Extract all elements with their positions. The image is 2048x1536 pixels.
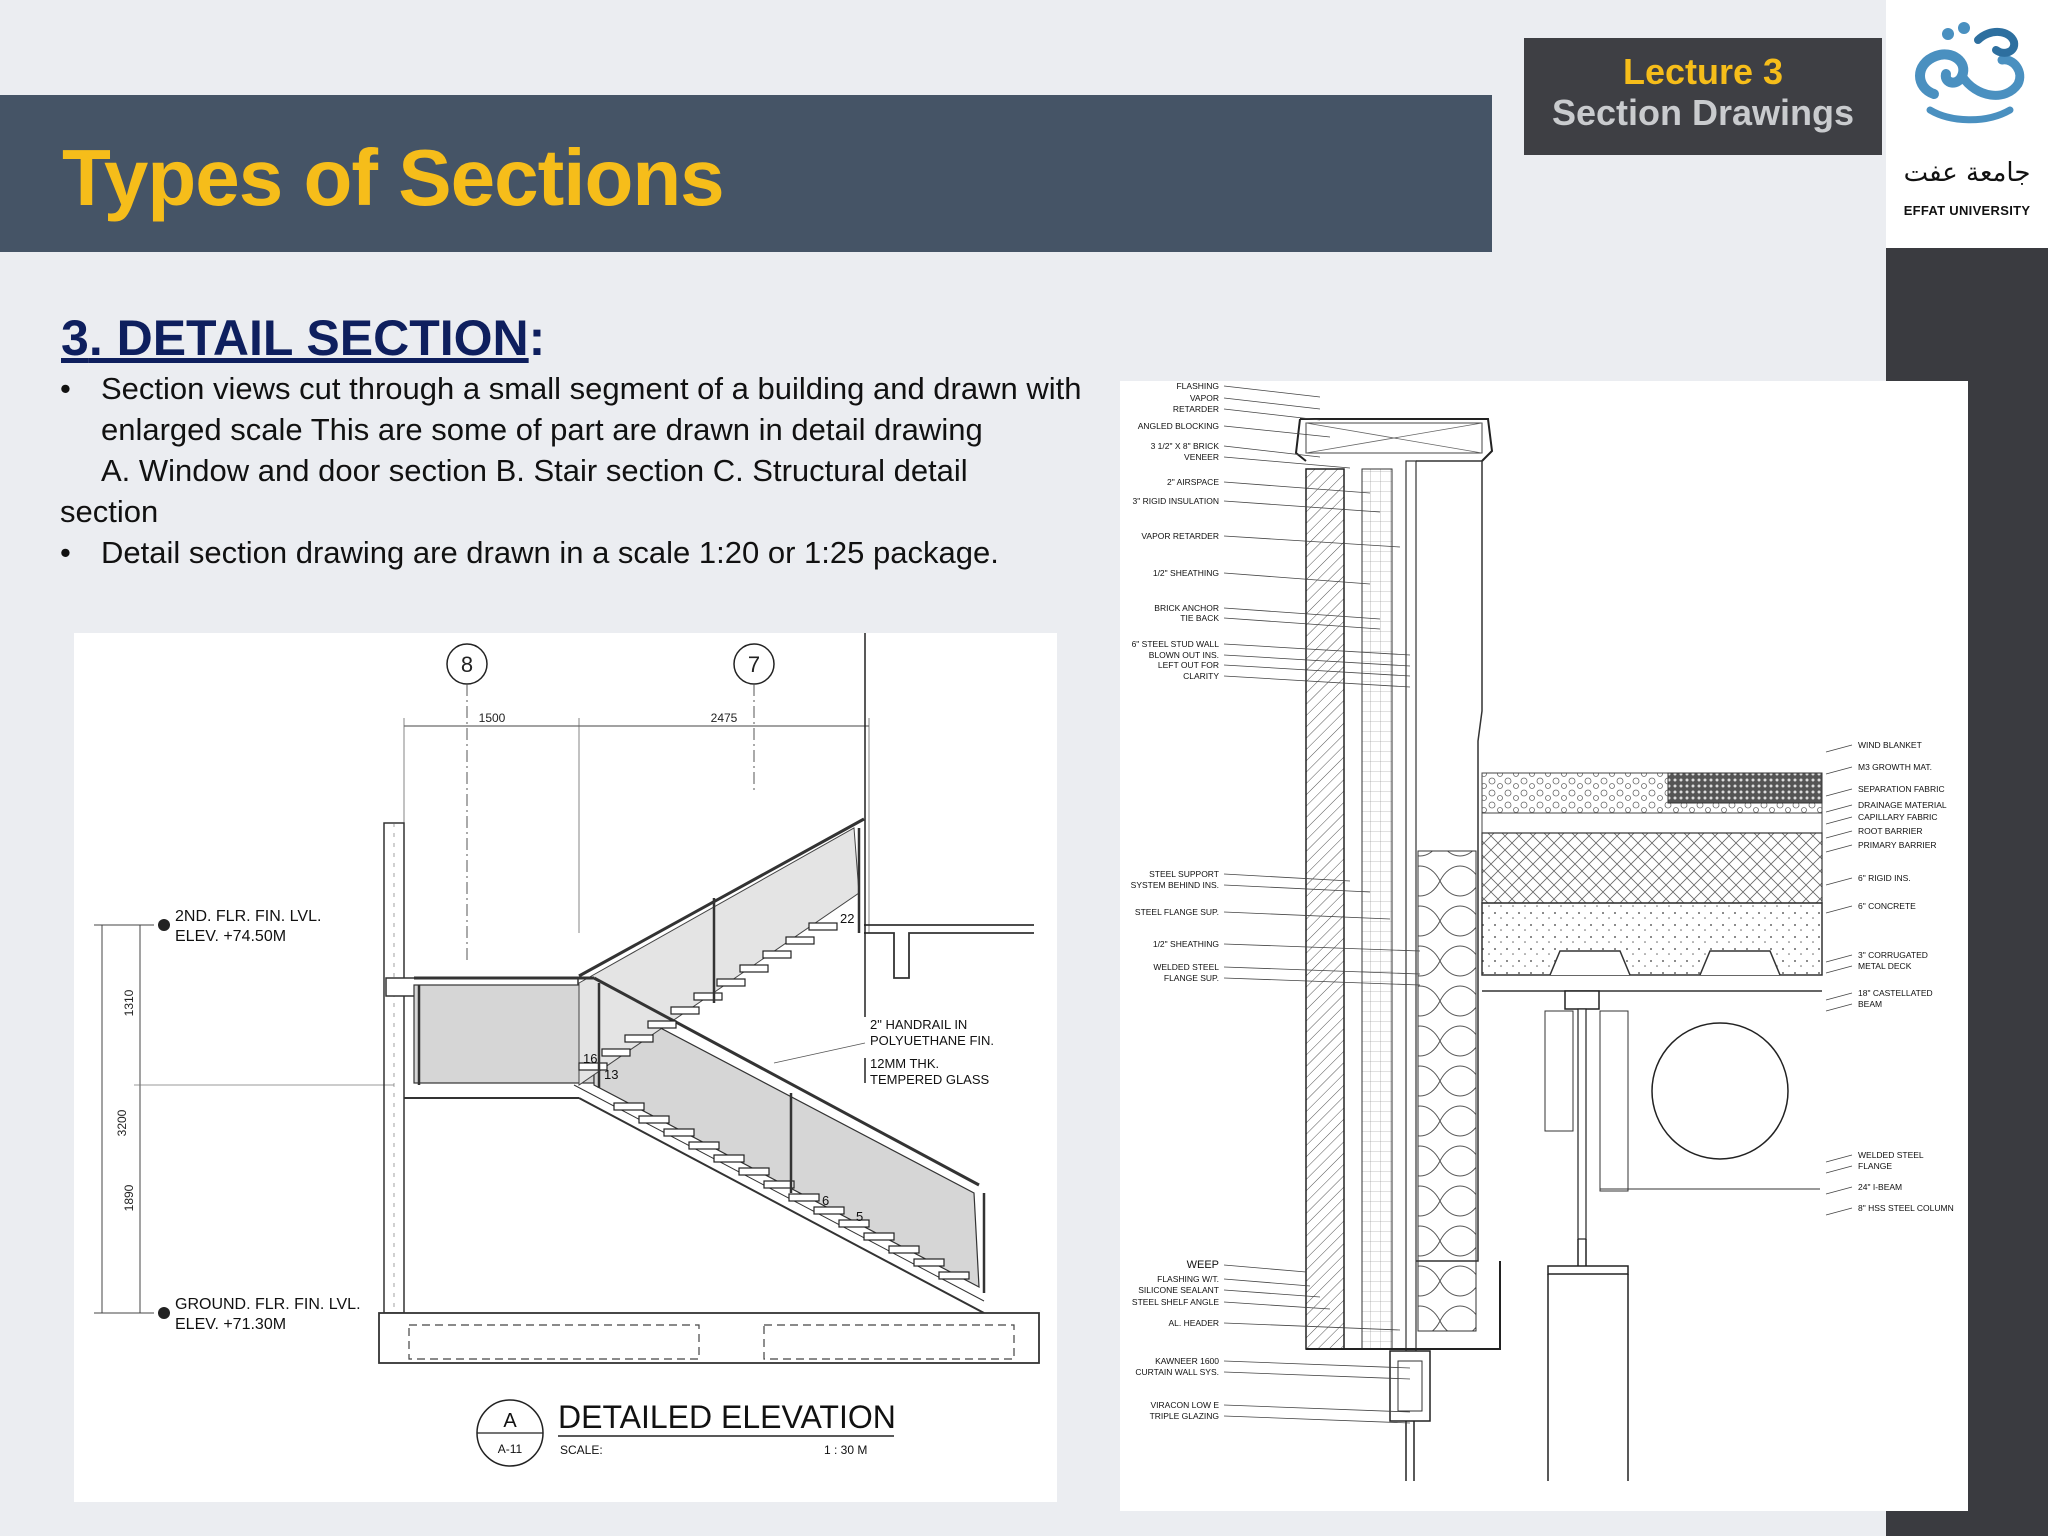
section-heading-number: 3 bbox=[61, 310, 89, 366]
step-number-13: 13 bbox=[604, 1067, 619, 1082]
left-callout-label: 6" STEEL STUD WALL bbox=[1131, 639, 1219, 649]
callout-leader bbox=[1826, 845, 1852, 852]
wall-section-figure bbox=[1120, 381, 1968, 1511]
right-callout-label: SEPARATION FABRIC bbox=[1858, 784, 1945, 794]
dim-2475: 2475 bbox=[710, 711, 738, 725]
left-callout-label: VIRACON LOW E bbox=[1150, 1400, 1219, 1410]
callout-leader bbox=[1224, 386, 1320, 397]
drawing-scale-label: SCALE: bbox=[560, 1443, 603, 1457]
callout-leader bbox=[1826, 1208, 1852, 1215]
left-callout-label: BRICK ANCHOR bbox=[1154, 603, 1219, 613]
right-callouts bbox=[1826, 740, 1954, 1215]
note-handrail-2: POLYUETHANE FIN. bbox=[870, 1033, 995, 1048]
dim-1500: 1500 bbox=[478, 711, 506, 725]
drawing-tag-sheet: A-11 bbox=[497, 1442, 523, 1456]
left-callout-label: STEEL SHELF ANGLE bbox=[1131, 1297, 1219, 1307]
callout-leader bbox=[1224, 1361, 1410, 1368]
title-banner bbox=[0, 95, 1492, 252]
callout-leader bbox=[1224, 885, 1370, 892]
right-callout-label: BEAM bbox=[1858, 999, 1883, 1009]
callout-leader bbox=[1826, 1155, 1852, 1162]
slide-body bbox=[60, 368, 1100, 573]
right-callout-label: 6" CONCRETE bbox=[1858, 901, 1916, 911]
callout-leader bbox=[1826, 817, 1852, 824]
grid-label-8: 8 bbox=[460, 652, 474, 677]
left-callout-label: FLASHING bbox=[1176, 381, 1219, 391]
callout-leader bbox=[1224, 608, 1380, 619]
left-callout-label: 1/2" SHEATHING bbox=[1152, 939, 1219, 949]
callout-leader bbox=[1826, 1187, 1852, 1194]
callout-leader bbox=[1826, 805, 1852, 812]
left-callout-label: 3" RIGID INSULATION bbox=[1132, 496, 1219, 506]
right-callout-label: M3 GROWTH MAT. bbox=[1858, 762, 1932, 772]
left-callout-label: SYSTEM BEHIND INS. bbox=[1130, 880, 1219, 890]
right-callout-label: 8" HSS STEEL COLUMN bbox=[1858, 1203, 1954, 1213]
callout-leader bbox=[1224, 426, 1330, 437]
right-callout-label: WELDED STEEL bbox=[1858, 1150, 1924, 1160]
section-heading bbox=[61, 308, 545, 368]
bullet-text: Section views cut through a small segment of a building and drawn with enlarged scale This are some of part are drawn in detail drawing bbox=[101, 371, 1082, 447]
level-2nd-label: 2ND. FLR. FIN. LVL. bbox=[175, 908, 322, 925]
note-handrail-1: 2" HANDRAIL IN bbox=[870, 1017, 968, 1032]
callout-leader bbox=[1224, 457, 1350, 468]
university-logo bbox=[1886, 0, 2048, 248]
university-name-arabic: جامعة عفت bbox=[1903, 158, 2031, 188]
step-number-22: 22 bbox=[840, 911, 855, 926]
left-callout-label: FLASHING W/T. bbox=[1157, 1274, 1219, 1284]
wall-section-drawing bbox=[1120, 381, 1968, 1511]
left-callout-label: BLOWN OUT INS. bbox=[1148, 650, 1219, 660]
right-callout-label: PRIMARY BARRIER bbox=[1858, 840, 1937, 850]
slide-title: Types of Sections bbox=[62, 133, 724, 222]
left-callout-label: TRIPLE GLAZING bbox=[1149, 1411, 1219, 1421]
lecture-number: Lecture 3 bbox=[1622, 51, 1784, 92]
lecture-tag bbox=[1524, 38, 1882, 155]
left-callout-label: 2" AIRSPACE bbox=[1167, 477, 1219, 487]
callout-leader bbox=[1224, 409, 1320, 420]
stair-elevation-drawing bbox=[74, 633, 1057, 1502]
left-callout-label: LEFT OUT FOR bbox=[1157, 660, 1219, 670]
dim-1310: 1310 bbox=[122, 989, 136, 1017]
effat-calligraphy-icon bbox=[1906, 6, 2030, 146]
callout-leader bbox=[1826, 1166, 1852, 1173]
right-callout-label: WIND BLANKET bbox=[1858, 740, 1922, 750]
left-callout-label: VAPOR bbox=[1189, 393, 1219, 403]
step-number-5: 5 bbox=[856, 1209, 864, 1224]
callout-leader bbox=[1826, 831, 1852, 838]
left-callout-label: 3 1/2" X 8" BRICK bbox=[1150, 441, 1219, 451]
bullet-item bbox=[60, 368, 1100, 450]
callout-leader bbox=[1224, 618, 1380, 629]
dim-1890: 1890 bbox=[122, 1184, 136, 1212]
callout-leader bbox=[1826, 993, 1852, 1000]
right-callout-label: 3" CORRUGATED bbox=[1858, 950, 1928, 960]
left-callout-label: CLARITY bbox=[1183, 671, 1219, 681]
bullet-marker: • bbox=[60, 371, 71, 406]
drawing-title: DETAILED ELEVATION bbox=[558, 1399, 896, 1435]
bullet-text: Detail section drawing are drawn in a scale 1:20 or 1:25 package. bbox=[101, 535, 999, 570]
options-line: A. Window and door section B. Stair section C. Structural detail bbox=[101, 453, 968, 488]
callout-leader bbox=[1224, 1416, 1410, 1423]
drawing-scale-value: 1 : 30 M bbox=[824, 1443, 868, 1457]
callout-leader bbox=[1826, 955, 1852, 962]
callout-leader bbox=[1224, 1265, 1306, 1272]
callout-leader bbox=[1826, 966, 1852, 973]
callout-leader bbox=[1224, 1372, 1410, 1379]
grid-label-7: 7 bbox=[747, 652, 761, 677]
left-callout-label: WEEP bbox=[1186, 1259, 1219, 1271]
note-glass-1: 12MM THK. bbox=[870, 1056, 940, 1071]
callout-leader bbox=[1224, 1279, 1310, 1286]
section-heading-colon: : bbox=[528, 310, 546, 366]
left-callout-label: TIE BACK bbox=[1180, 613, 1219, 623]
left-callout-label: FLANGE SUP. bbox=[1163, 973, 1219, 983]
stair-detail-figure bbox=[74, 633, 1057, 1502]
left-callout-label: AL. HEADER bbox=[1168, 1318, 1219, 1328]
level-2nd-elev: ELEV. +74.50M bbox=[175, 928, 287, 945]
right-callout-label: ROOT BARRIER bbox=[1858, 826, 1923, 836]
dim-3200: 3200 bbox=[115, 1109, 129, 1137]
callout-leader bbox=[1224, 1405, 1410, 1412]
left-callout-label: STEEL SUPPORT bbox=[1149, 869, 1219, 879]
left-callout-label: STEEL FLANGE SUP. bbox=[1134, 907, 1219, 917]
right-callout-label: FLANGE bbox=[1858, 1161, 1893, 1171]
right-callout-label: DRAINAGE MATERIAL bbox=[1858, 800, 1947, 810]
callout-leader bbox=[1826, 767, 1852, 774]
right-callout-label: 24" I-BEAM bbox=[1858, 1182, 1903, 1192]
bullet-marker: • bbox=[60, 535, 71, 570]
left-callout-label: VAPOR RETARDER bbox=[1141, 531, 1219, 541]
right-callout-label: CAPILLARY FABRIC bbox=[1858, 812, 1938, 822]
level-ground-elev: ELEV. +71.30M bbox=[175, 1316, 287, 1333]
left-callout-label: KAWNEER 1600 bbox=[1155, 1356, 1219, 1366]
step-number-6: 6 bbox=[822, 1193, 830, 1208]
left-callout-label: 1/2" SHEATHING bbox=[1152, 568, 1219, 578]
right-callout-label: METAL DECK bbox=[1858, 961, 1912, 971]
left-callout-label: CURTAIN WALL SYS. bbox=[1135, 1367, 1219, 1377]
right-callout-label: 6" RIGID INS. bbox=[1858, 873, 1911, 883]
callout-leader bbox=[1224, 482, 1370, 493]
left-callout-label: VENEER bbox=[1184, 452, 1219, 462]
lecture-title: Section Drawings bbox=[1551, 92, 1855, 133]
callout-leader bbox=[1826, 1004, 1852, 1011]
level-ground-label: GROUND. FLR. FIN. LVL. bbox=[175, 1296, 361, 1313]
note-glass-2: TEMPERED GLASS bbox=[870, 1072, 990, 1087]
callout-leader bbox=[1224, 501, 1380, 512]
bullet-item bbox=[60, 532, 1100, 573]
university-name-english: EFFAT UNIVERSITY bbox=[1903, 203, 2031, 218]
drawing-tag-letter: A bbox=[503, 1410, 517, 1432]
left-callout-label: SILICONE SEALANT bbox=[1138, 1285, 1219, 1295]
callout-leader bbox=[1826, 906, 1852, 913]
callout-leader bbox=[1826, 745, 1852, 752]
callout-leader bbox=[1224, 398, 1320, 409]
options-wrap: section bbox=[60, 494, 159, 529]
callout-leader bbox=[1826, 789, 1852, 796]
callout-leader bbox=[1826, 878, 1852, 885]
left-callout-label: RETARDER bbox=[1172, 404, 1219, 414]
right-callout-label: 18" CASTELLATED bbox=[1858, 988, 1933, 998]
left-callout-label: ANGLED BLOCKING bbox=[1137, 421, 1219, 431]
callout-leader bbox=[1224, 573, 1370, 584]
section-heading-text: . DETAIL SECTION bbox=[88, 310, 529, 366]
left-callout-label: WELDED STEEL bbox=[1153, 962, 1219, 972]
step-number-16: 16 bbox=[583, 1051, 598, 1066]
